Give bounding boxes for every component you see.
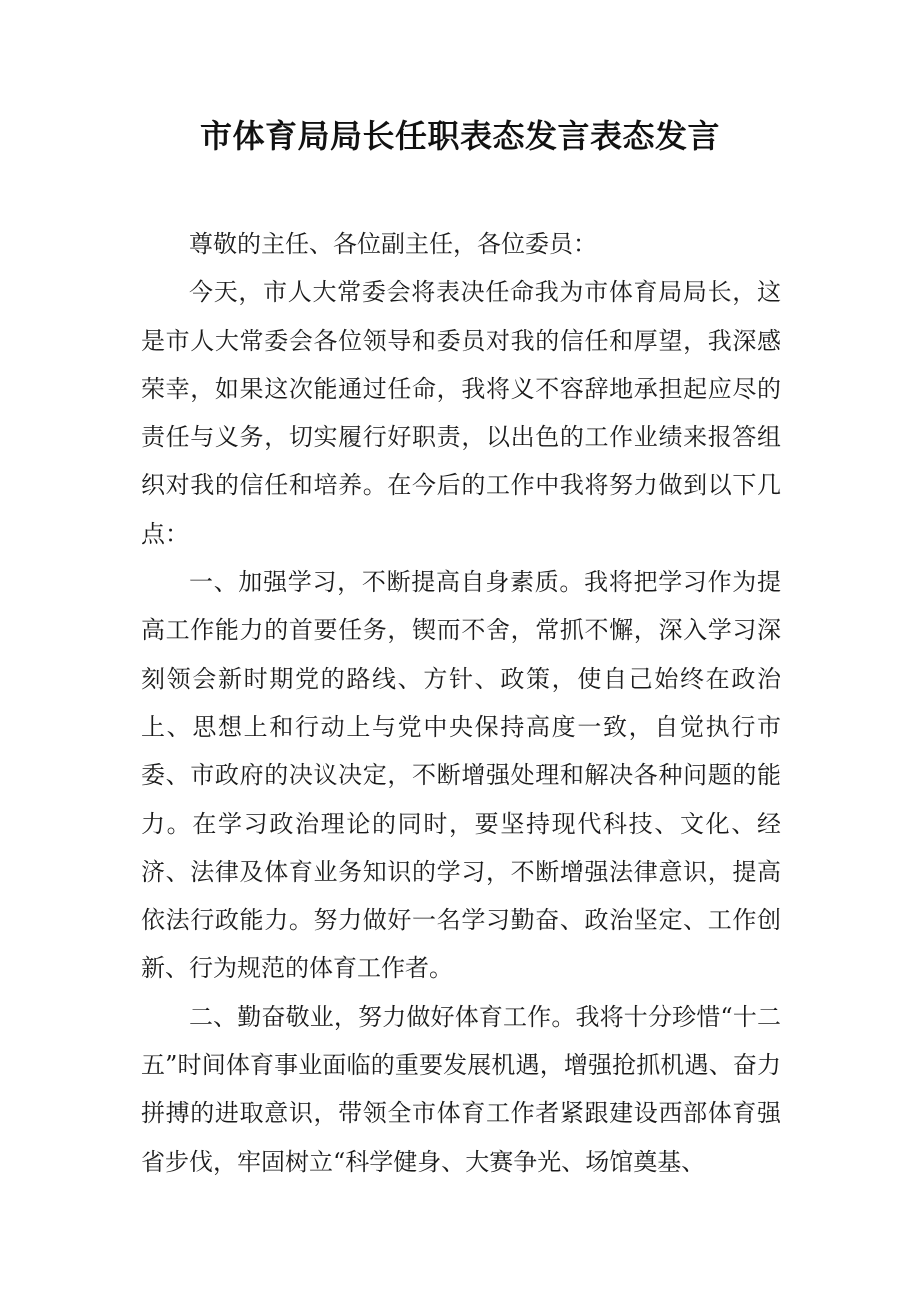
document-body: [141, 220, 781, 1186]
paragraph-opening: 今天，市人大常委会将表决任命我为市体育局局长，这是市人大常委会各位领导和委员对我的信任和厚望，我深感荣幸，如果这次能通过任命，我将义不容辞地承担起应尽的责任与义务，切实履行好职责，以出色的工作业绩来报答组织对我的信任和培养。在今后的工作中我将努力做到以下几点：: [141, 278, 781, 548]
paragraph-salutation: 尊敬的主任、各位副主任，各位委员：: [189, 230, 597, 258]
document-title: 市体育局局长任职表态发言表态发言: [199, 117, 720, 155]
paragraph-point-one: 一、加强学习，不断提高自身素质。我将把学习作为提高工作能力的首要任务，锲而不舍，常抓不懈，深入学习深刻领会新时期党的路线、方针、政策，使自己始终在政治上、思想上和行动上与党中央保持高度一致，自觉执行市委、市政府的决议决定，不断增强处理和解决各种问题的能力。在学习政治理论的同时，要坚持现代科技、文化、经济、法律及体育业务知识的学习，不断增强法律意识，提高依法行政能力。努力做好一名学习勤奋、政治坚定、工作创新、行为规范的体育工作者。: [141, 568, 781, 983]
paragraph-point-two: 二、勤奋敬业，努力做好体育工作。我将十分珍惜“十二五”时间体育事业面临的重要发展机遇，增强抢抓机遇、奋力拼搏的进取意识，带领全市体育工作者紧跟建设西部体育强省步伐，牢固树立“科学健身、大赛争光、场馆奠基、: [141, 1002, 781, 1176]
